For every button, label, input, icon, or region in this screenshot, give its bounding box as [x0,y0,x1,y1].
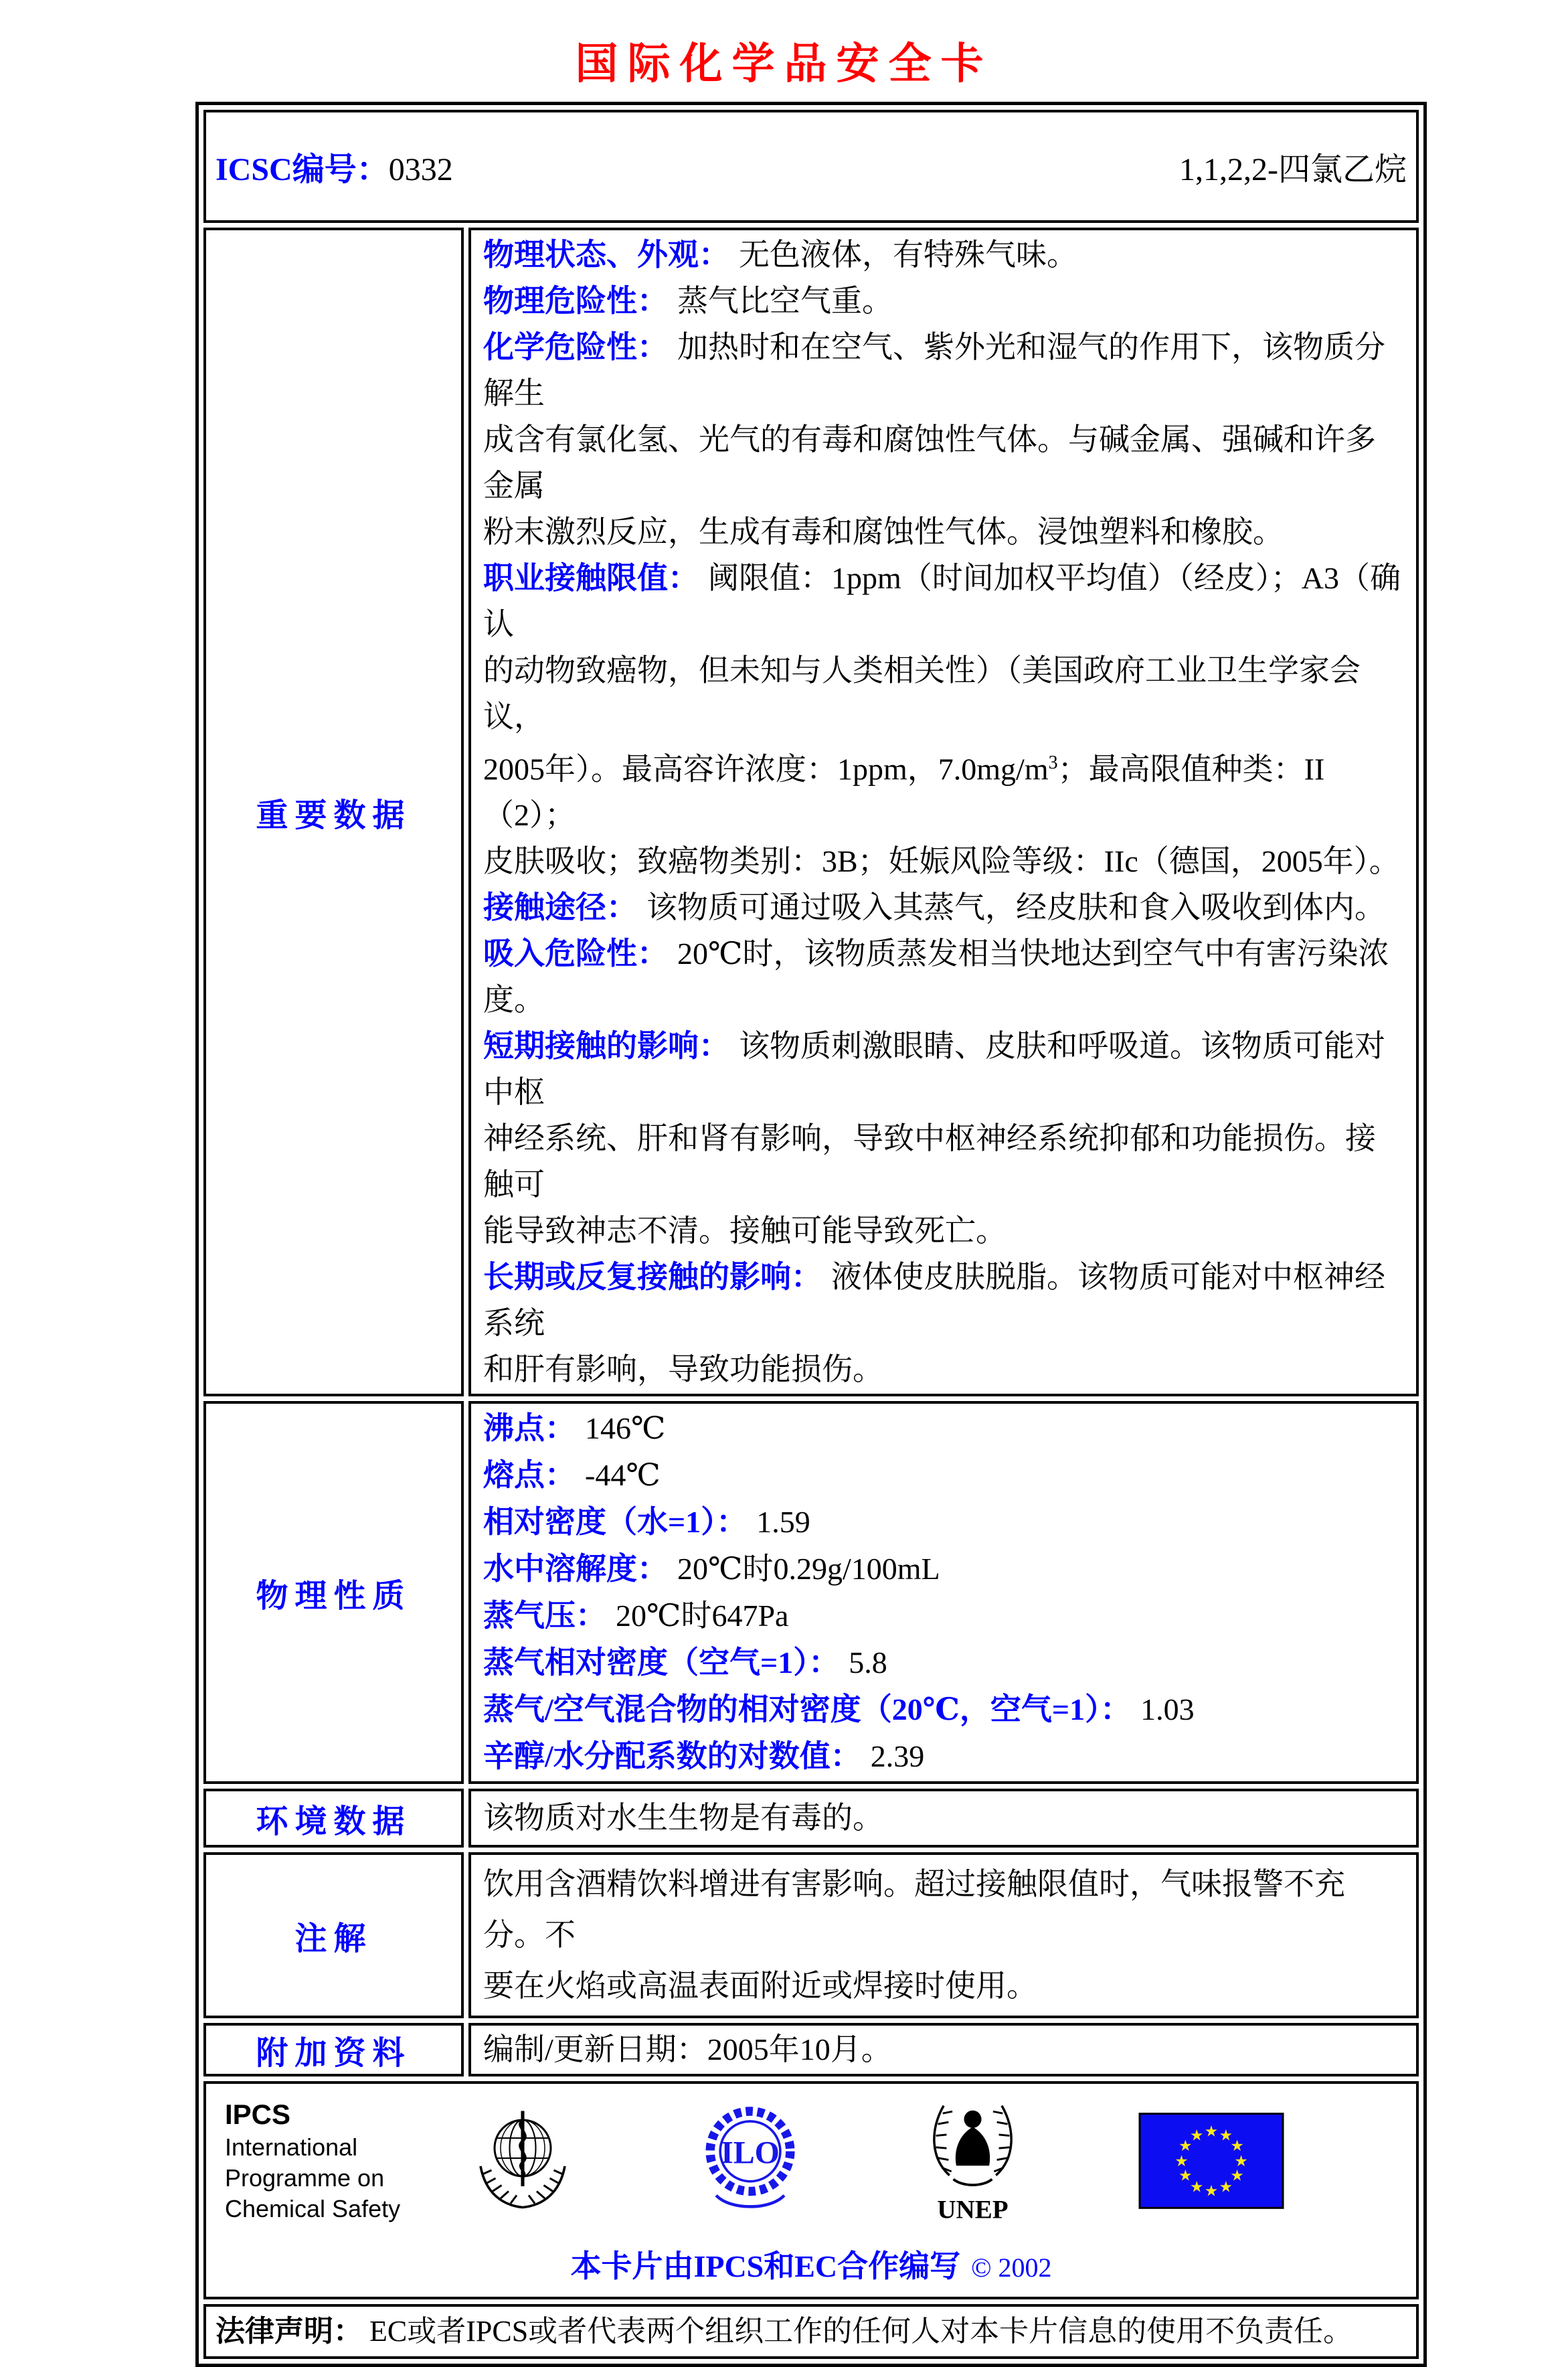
header-cell [203,110,1419,223]
page-title: 国际化学品安全卡 [575,40,993,88]
svg-text:★: ★ [1189,2178,1204,2196]
ipcs-line: Chemical Safety [225,2195,401,2223]
important-data-content [468,228,1419,1396]
legal-row [203,2304,1419,2359]
property-line [483,1686,1404,1733]
field-label: 短期接触的影响： [483,1029,729,1064]
field-text: 蒸气比空气重。 [677,284,893,318]
svg-text:★: ★ [1219,2178,1233,2196]
svg-text:ILO: ILO [721,2135,780,2172]
ipcs-wordmark [225,2097,426,2224]
important-data-line [483,1023,1404,1115]
superscript: 3 [1048,752,1058,773]
field-text: 液体使皮肤脱脂。该物质可能对中枢神经系统 [483,1260,1385,1341]
copyright-text: © 2002 [971,2253,1052,2283]
important-data-line [483,884,1404,930]
environmental-data-row [203,1789,1419,1848]
field-text: 20℃时，该物质蒸发相当快地达到空气中有害污染浓度。 [483,936,1389,1017]
svg-text:★: ★ [1179,2168,1193,2186]
notes-line: 饮用含酒精饮料增进有害影响。超过接触限值时，气味报警不充分。不 [483,1867,1345,1953]
property-label: 蒸气/空气混合物的相对密度（20℃，空气=1）： [483,1692,1132,1727]
credit-line [215,2242,1407,2286]
important-data-line [483,555,1404,647]
field-text: 粉末激烈反应，生成有毒和腐蚀性气体。浸蚀塑料和橡胶。 [483,515,1284,549]
legal-label: 法律声明： [215,2315,363,2348]
field-label: 物理危险性： [483,284,668,318]
property-label: 相对密度（水=1）： [483,1505,748,1540]
environmental-data-content [468,1789,1419,1848]
physical-properties-content [468,1401,1419,1784]
notes-line: 要在火焰或高温表面附近或焊接时使用。 [483,1969,1037,2004]
important-data-line [483,1346,1404,1392]
environment-text: 该物质对水生生物是有毒的。 [483,1801,883,1835]
header-row [203,110,1419,223]
legal-cell [203,2304,1419,2359]
property-line [483,1405,1404,1452]
property-label: 蒸气相对密度（空气=1）： [483,1645,840,1680]
svg-text:★: ★ [1204,2182,1219,2200]
section-label-notes: 注解 [203,1852,464,2018]
additional-info-row [203,2023,1419,2076]
field-label: 物理状态、外观： [483,238,729,272]
field-text: 和肝有影响，导致功能损伤。 [483,1352,883,1387]
important-data-row [203,228,1419,1396]
notes-row [203,1852,1419,2018]
important-data-line [483,232,1404,278]
unep-logo-icon [924,2098,1021,2224]
field-text: 阈限值：1ppm（时间加权平均值）（经皮）；A3（确认 [483,561,1401,641]
svg-text:UNEP: UNEP [937,2195,1009,2224]
ilo-logo-icon [700,2103,800,2218]
important-data-line [483,838,1404,884]
important-data-line [483,278,1404,324]
field-label: 职业接触限值： [483,561,699,595]
field-text: ；最高限值种类：II（2）； [483,752,1325,833]
property-value: 2.39 [870,1739,925,1774]
svg-text:★: ★ [1204,2123,1219,2141]
icsc-number [215,143,453,189]
who-logo-icon [472,2106,573,2216]
property-value: 1.59 [756,1505,810,1540]
field-text: 能导致神志不清。接触可能导致死亡。 [483,1214,1007,1248]
important-data-line [483,1208,1404,1254]
field-label: 接触途径： [483,890,637,925]
property-value: 5.8 [849,1645,887,1680]
svg-text:★: ★ [1189,2127,1204,2145]
property-line [483,1546,1404,1593]
property-value: 146℃ [585,1411,666,1446]
svg-text:★: ★ [1234,2153,1248,2171]
field-text: 成含有氯化氢、光气的有毒和腐蚀性气体。与碱金属、强碱和许多金属 [483,422,1376,503]
field-text: 的动物致癌物，但未知与人类相关性）（美国政府工业卫生学家会议， [483,653,1361,734]
svg-text:★: ★ [1219,2127,1233,2145]
property-label: 沸点： [483,1411,576,1446]
important-data-line [483,740,1404,838]
ipcs-acronym: IPCS [225,2099,291,2131]
icsc-number-label: ICSC编号： [215,152,389,187]
field-label: 化学危险性： [483,330,668,364]
property-label: 蒸气压： [483,1599,606,1633]
important-data-line [483,930,1404,1023]
legal-text: EC或者IPCS或者代表两个组织工作的任何人对本卡片信息的使用不负责任。 [369,2315,1353,2348]
property-value: -44℃ [585,1458,661,1493]
field-label: 长期或反复接触的影响： [483,1260,822,1295]
chemical-name: 1,1,2,2-四氯乙烷 [1179,152,1407,187]
section-label-physical-properties: 物理性质 [203,1401,464,1784]
important-data-line [483,509,1404,555]
property-label: 辛醇/水分配系数的对数值： [483,1739,861,1774]
property-label: 熔点： [483,1458,576,1493]
property-label: 水中溶解度： [483,1552,668,1586]
physical-properties-row [203,1401,1419,1784]
icsc-number-value: 0332 [388,152,453,187]
field-text: 加热时和在空气、紫外光和湿气的作用下，该物质分解生 [483,330,1385,410]
important-data-line [483,1254,1404,1346]
safety-card-table [195,102,1427,2367]
field-text: 皮肤吸收；致癌物类别：3B；妊娠风险等级：IIc（德国，2005年）。 [483,844,1400,879]
property-line [483,1639,1404,1686]
property-line [483,1733,1404,1780]
additional-info-text: 编制/更新日期：2005年10月。 [483,2032,892,2067]
field-text: 该物质刺激眼睛、皮肤和呼吸道。该物质可能对中枢 [483,1029,1385,1110]
svg-text:★: ★ [1174,2153,1189,2171]
section-label-additional-info: 附加资料 [203,2023,464,2076]
eu-flag-icon [1138,2112,1284,2210]
notes-content [468,1852,1419,2018]
ipcs-line: International [225,2133,358,2161]
important-data-line [483,416,1404,509]
field-text: 无色液体，有特殊气味。 [739,238,1077,272]
svg-text:★: ★ [1179,2137,1193,2155]
important-data-line [483,1115,1404,1208]
additional-info-content [468,2023,1419,2076]
property-value: 1.03 [1140,1692,1195,1727]
logos-cell [203,2081,1419,2299]
field-text: 2005年）。最高容许浓度：1ppm，7.0mg/m [483,752,1049,787]
field-text: 神经系统、肝和肾有影响，导致中枢神经系统抑郁和功能损伤。接触可 [483,1121,1376,1202]
credit-text: 本卡片由IPCS和EC合作编写 [570,2249,961,2284]
property-line [483,1593,1404,1639]
field-label: 吸入危险性： [483,936,668,971]
property-value: 20℃时647Pa [616,1599,789,1633]
ipcs-line: Programme on [225,2164,385,2192]
field-text: 该物质可通过吸入其蒸气，经皮肤和食入吸收到体内。 [646,890,1385,925]
property-value: 20℃时0.29g/100mL [677,1552,940,1586]
logos-row [203,2081,1419,2299]
section-label-environmental-data: 环境数据 [203,1789,464,1848]
property-line [483,1452,1404,1499]
important-data-line [483,324,1404,416]
section-label-important-data: 重要数据 [203,228,464,1396]
svg-text:★: ★ [1230,2168,1244,2186]
svg-text:★: ★ [1230,2137,1244,2155]
property-line [483,1499,1404,1546]
important-data-line [483,647,1404,740]
